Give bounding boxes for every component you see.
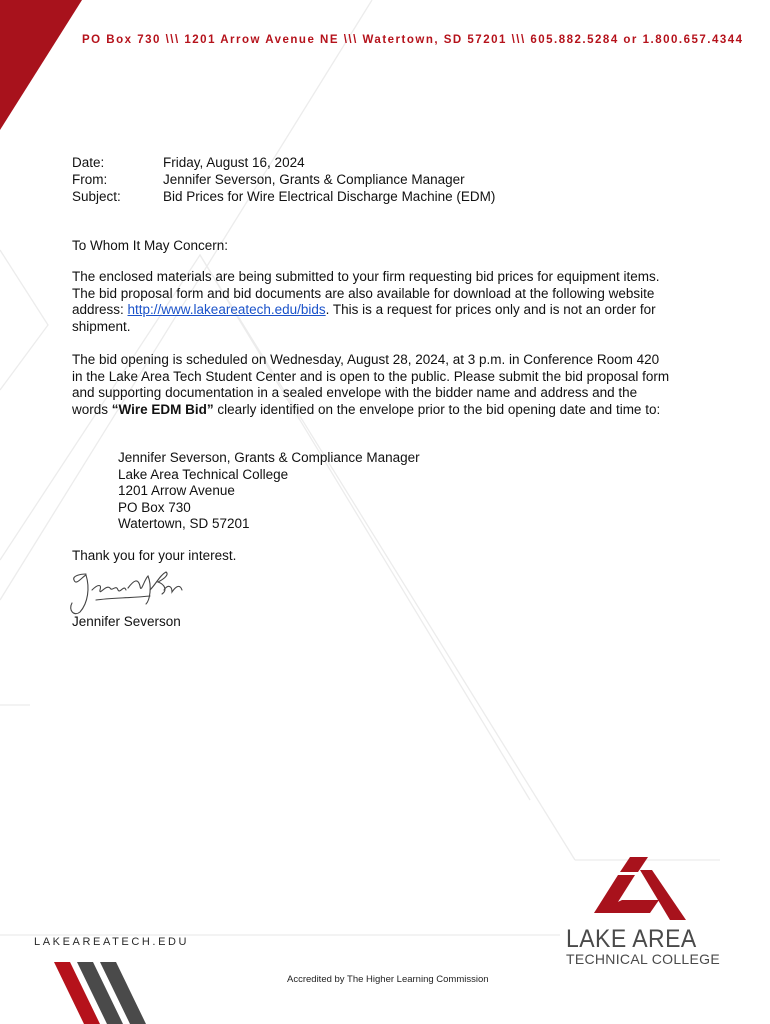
memo-subject-row <box>72 188 495 205</box>
lake-area-logo-mark <box>594 857 686 920</box>
footer-stripes <box>54 962 146 1024</box>
address-line: Jennifer Severson, Grants & Compliance Manager <box>118 450 420 465</box>
paragraph-2 <box>72 352 672 418</box>
logo-text-technical-college: TECHNICAL COLLEGE <box>566 951 720 967</box>
header-address: PO Box 730 \\\ 1201 Arrow Avenue NE \\\ Watertown, SD 57201 \\\ 605.882.5284 or 1.800.657.4344 <box>82 34 744 46</box>
from-label: From: <box>72 172 108 187</box>
memo-header <box>72 154 495 205</box>
date-label: Date: <box>72 155 105 170</box>
salutation: To Whom It May Concern: <box>72 238 229 253</box>
subject-value: Bid Prices for Wire Electrical Discharge Machine (EDM) <box>163 189 496 204</box>
bids-link[interactable]: http://www.lakeareatech.edu/bids <box>127 302 326 317</box>
footer-website: LAKEAREATECH.EDU <box>34 936 190 948</box>
logo-text-lake-area: LAKE AREA <box>566 925 697 953</box>
address-line: Lake Area Technical College <box>118 466 289 482</box>
subject-label: Subject: <box>72 189 121 204</box>
address-line: 1201 Arrow Avenue <box>118 483 235 498</box>
address-line: Watertown, SD 57201 <box>118 516 250 531</box>
paragraph-2-bold: “Wire EDM Bid” <box>111 401 214 417</box>
accreditation-note: Accredited by The Higher Learning Commission <box>287 974 489 985</box>
mailing-address <box>118 450 420 533</box>
corner-red-triangle <box>0 0 82 130</box>
address-line: PO Box 730 <box>118 499 191 515</box>
paragraph-2-text-b: clearly identified on the envelope prior to the bid opening date and time to: <box>213 401 661 417</box>
paragraph-1-text-a: The enclosed materials are being submitted to your firm requesting bid prices for equipment items. The bid proposal form and bid documents are also available for download at the following website address: <box>72 269 660 317</box>
memo-from-row <box>72 171 495 188</box>
paragraph-2-text-a: The bid opening is scheduled on Wednesday, August 28, 2024, at 3 p.m. in Conference Room 420 in the Lake Area Tech Student Center and is open to the public. Please submit the bid proposal form and supporting documentation in a sealed envelope with the bidder name and address and the words <box>72 352 670 417</box>
signer-name: Jennifer Severson <box>72 614 181 629</box>
closing: Thank you for your interest. <box>72 548 237 563</box>
handwritten-signature <box>71 572 182 614</box>
date-value: Friday, August 16, 2024 <box>163 155 305 170</box>
memo-date-row <box>72 154 495 171</box>
paragraph-1 <box>72 269 672 335</box>
from-value: Jennifer Severson, Grants & Compliance Manager <box>163 172 465 187</box>
paragraph-1-text-b: . This is a request for prices only and is not an order for shipment. <box>72 302 656 334</box>
